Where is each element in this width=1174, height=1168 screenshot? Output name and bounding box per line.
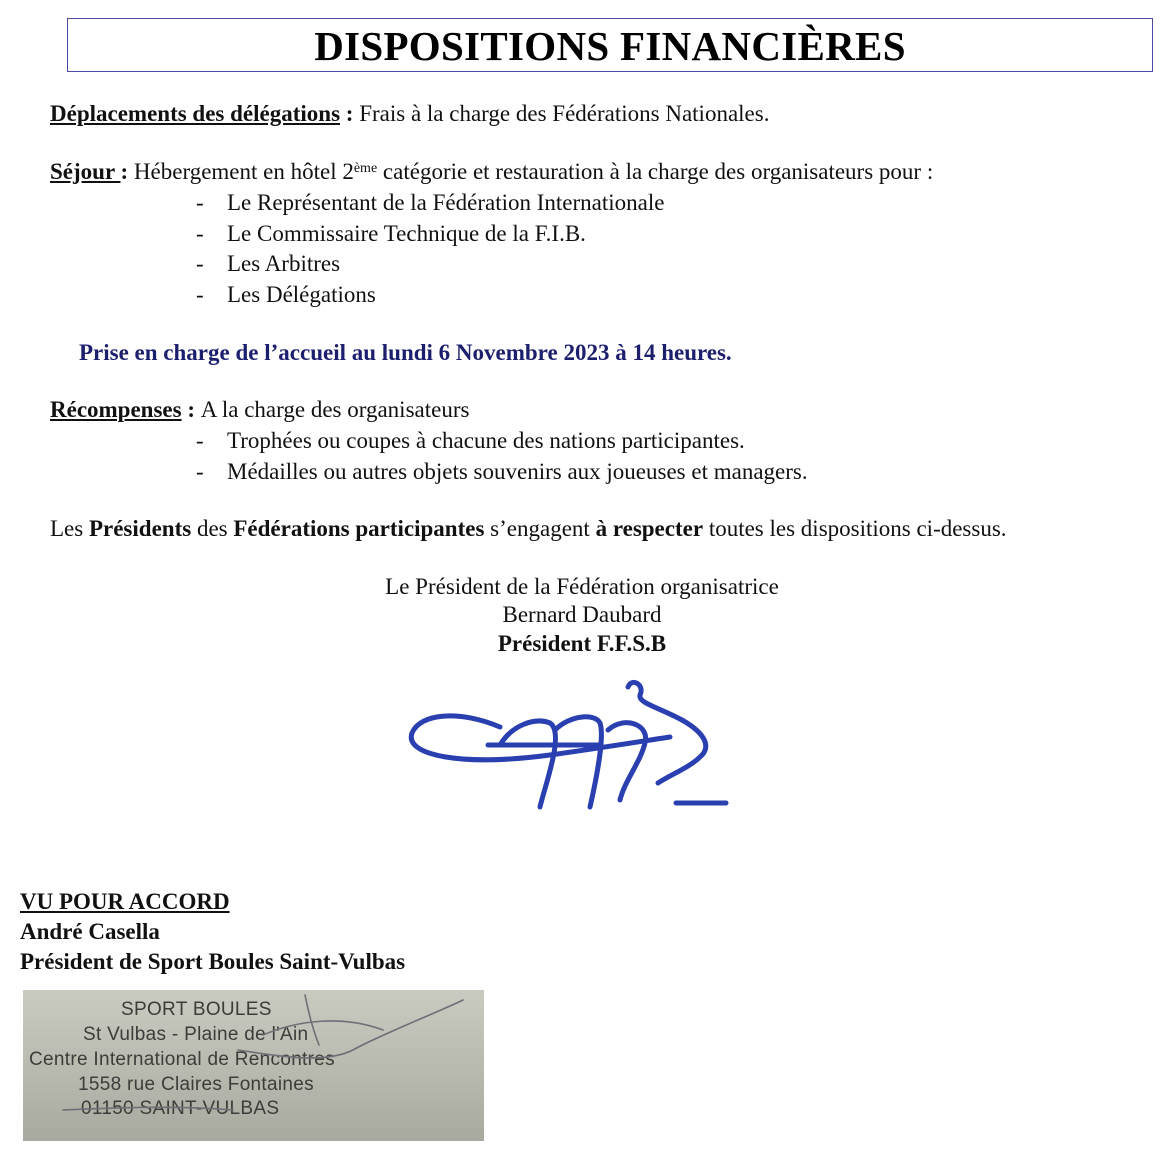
- sejour-item-text: Le Commissaire Technique de la F.I.B.: [227, 221, 586, 246]
- accord-heading: VU POUR ACCORD: [20, 889, 230, 914]
- engagement-bold: Présidents: [88, 516, 192, 541]
- prise-en-charge-notice: Prise en charge de l’accueil au lundi 6 Novembre 2023 à 14 heures.: [79, 340, 732, 365]
- sejour-item: [196, 280, 376, 310]
- recompenses-line: [50, 395, 469, 425]
- deplacements-text: Frais à la charge des Fédérations Nationales.: [359, 101, 770, 126]
- bullet-dash: -: [196, 282, 204, 307]
- accord-title: Président de Sport Boules Saint-Vulbas: [20, 949, 406, 974]
- sejour-label: Séjour: [50, 159, 121, 184]
- sejour-colon: :: [120, 159, 134, 184]
- accord-name: André Casella: [20, 919, 160, 944]
- sejour-item: [196, 249, 340, 279]
- sejour-text-after: catégorie et restauration à la charge des organisateurs pour :: [377, 159, 934, 184]
- recompenses-item: [196, 457, 808, 487]
- sejour-text-before: Hébergement en hôtel 2: [133, 159, 354, 184]
- engagement-bold: à respecter: [595, 516, 704, 541]
- deplacements-colon: :: [340, 101, 360, 126]
- stamp-line: SPORT BOULES: [121, 999, 272, 1020]
- signatory-role: Le Président de la Fédération organisatrice: [385, 574, 779, 599]
- bullet-dash: -: [196, 221, 204, 246]
- sejour-item: [196, 219, 586, 249]
- engagement-sentence: [50, 514, 1007, 544]
- recompenses-item-text: Trophées ou coupes à chacune des nations participantes.: [227, 428, 745, 453]
- deplacements-label: Déplacements des délégations: [50, 101, 341, 126]
- stamp-line: Centre International de Rencontres: [29, 1049, 335, 1070]
- recompenses-item: [196, 426, 745, 456]
- engagement-text: Les: [50, 516, 89, 541]
- recompenses-colon: :: [181, 397, 201, 422]
- bullet-dash: -: [196, 428, 204, 453]
- signatory-name: Bernard Daubard: [502, 602, 662, 627]
- signature-image: [400, 675, 740, 825]
- engagement-text: toutes les dispositions ci-dessus.: [703, 516, 1007, 541]
- recompenses-item-text: Médailles ou autres objets souvenirs aux joueuses et managers.: [227, 459, 808, 484]
- sejour-item-text: Les Arbitres: [227, 251, 341, 276]
- club-stamp: [23, 990, 484, 1141]
- sejour-item-text: Les Délégations: [227, 282, 376, 307]
- stamp-line: St Vulbas - Plaine de l'Ain: [83, 1024, 309, 1045]
- stamp-line: 01150 SAINT-VULBAS: [81, 1098, 280, 1119]
- page-title: DISPOSITIONS FINANCIÈRES: [314, 23, 906, 69]
- sejour-item: [196, 188, 664, 218]
- recompenses-label: Récompenses: [50, 397, 182, 422]
- sejour-superscript: ème: [353, 161, 378, 176]
- bullet-dash: -: [196, 251, 204, 276]
- recompenses-text: A la charge des organisateurs: [200, 397, 470, 422]
- engagement-text: des: [191, 516, 234, 541]
- title-box: [67, 18, 1153, 72]
- engagement-text: s’engagent: [484, 516, 596, 541]
- sejour-item-text: Le Représentant de la Fédération Internationale: [227, 190, 665, 215]
- signatory-title: Président F.F.S.B: [497, 631, 667, 656]
- stamp-line: 1558 rue Claires Fontaines: [78, 1074, 314, 1095]
- engagement-bold: Fédérations participantes: [233, 516, 485, 541]
- stamp-signature-scribble: [23, 990, 484, 1141]
- bullet-dash: -: [196, 459, 204, 484]
- deplacements-line: [50, 99, 769, 129]
- sejour-line: [50, 157, 933, 187]
- bullet-dash: -: [196, 190, 204, 215]
